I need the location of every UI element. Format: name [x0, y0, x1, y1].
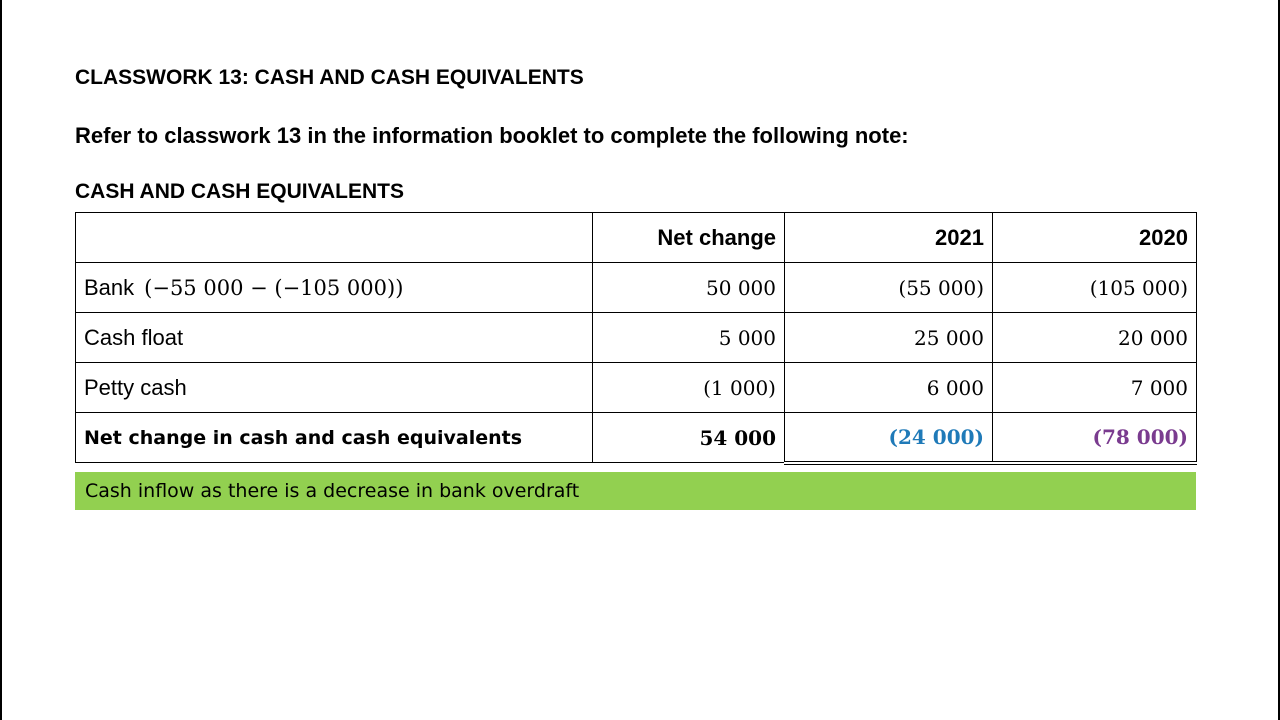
table-row-cash-float	[76, 313, 1197, 363]
cell-2021: 6 000	[785, 363, 993, 413]
cash-equivalents-table	[75, 212, 1197, 465]
row-label: Petty cash	[76, 363, 593, 413]
table-header-row	[76, 213, 1197, 263]
row-label-cell	[76, 263, 593, 313]
instruction-text: Refer to classwork 13 in the information booklet to complete the following note:	[75, 123, 909, 148]
total-label: Net change in cash and cash equivalents	[76, 413, 593, 463]
cell-net-change: 50 000	[593, 263, 785, 313]
cell-2020: (105 000)	[993, 263, 1197, 313]
cell-net-change: 5 000	[593, 313, 785, 363]
cell-2021: (55 000)	[785, 263, 993, 313]
total-net-change: 54 000	[593, 413, 785, 463]
header-label	[76, 213, 593, 263]
cell-2020: 20 000	[993, 313, 1197, 363]
cell-net-change: (1 000)	[593, 363, 785, 413]
header-net-change: Net change	[593, 213, 785, 263]
explanation-banner: Cash inflow as there is a decrease in bank overdraft	[75, 472, 1196, 510]
table-row-bank	[76, 263, 1197, 313]
page-title: CLASSWORK 13: CASH AND CASH EQUIVALENTS	[75, 66, 584, 89]
header-2020: 2020	[993, 213, 1197, 263]
cell-2021: 25 000	[785, 313, 993, 363]
cell-2020: 7 000	[993, 363, 1197, 413]
table-row-petty-cash	[76, 363, 1197, 413]
header-2021: 2021	[785, 213, 993, 263]
total-2021: (24 000)	[785, 413, 993, 463]
table-total-row	[76, 413, 1197, 463]
total-2020: (78 000)	[993, 413, 1197, 463]
bank-formula: (−55 000 − (−105 000))	[144, 275, 404, 300]
row-label: Bank	[84, 274, 135, 300]
section-title: CASH AND CASH EQUIVALENTS	[75, 180, 405, 203]
row-label: Cash float	[76, 313, 593, 363]
